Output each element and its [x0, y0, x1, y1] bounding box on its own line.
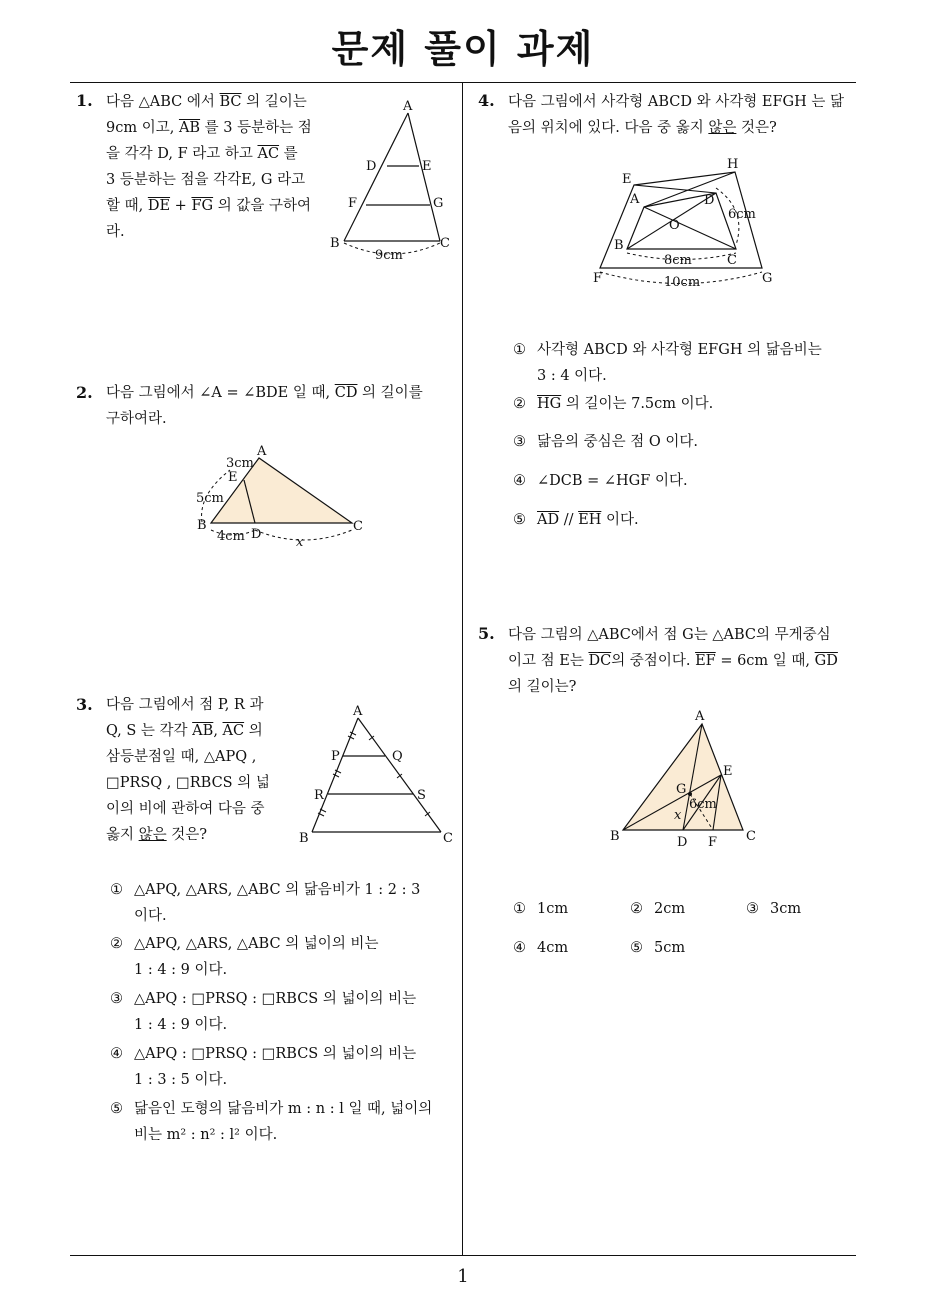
choice-mark: ②: [110, 936, 123, 952]
problem-4-text: [508, 89, 858, 141]
choice-text: 2cm: [654, 901, 686, 917]
problem-text-line: 9cm 이고, $\overline{AB}$ 를 3 등분하는 점: [106, 120, 312, 136]
p3-label-Q: Q: [392, 749, 403, 764]
choice-item[interactable]: [513, 935, 568, 961]
choice-line: [513, 429, 698, 455]
segment-overline: $\overline{AD}$: [537, 512, 560, 528]
choice-item[interactable]: [513, 337, 822, 389]
choice-item[interactable]: [513, 896, 568, 922]
choice-text: 1 : 4 : 9 이다.: [134, 1017, 228, 1033]
problem-1-text: [106, 89, 331, 245]
choice-mark: ⑤: [110, 1101, 123, 1117]
p4-label-F: F: [593, 271, 603, 286]
p3-label-A: A: [353, 704, 363, 719]
choice-item[interactable]: [110, 986, 416, 1038]
p2-label-B: B: [197, 518, 207, 533]
segment-overline: $\overline{EF}$: [695, 653, 716, 669]
choice-mark: ③: [110, 991, 123, 1007]
choice-text: 1 : 4 : 9 이다.: [134, 962, 228, 978]
choice-text: 3 : 4 이다.: [537, 368, 607, 384]
p2-measure-5cm: 5cm: [196, 491, 224, 506]
emphasis-underline: 않은: [138, 827, 167, 843]
segment-overline: $\overline{BC}$: [219, 94, 242, 110]
choice-item[interactable]: [110, 1096, 432, 1148]
segment-overline: $\overline{AB}$: [178, 120, 201, 136]
segment-overline: $\overline{AB}$: [192, 723, 214, 739]
segment-overline: $\overline{FG}$: [191, 198, 214, 214]
choice-line: [513, 468, 688, 494]
p4-label-C: C: [727, 253, 737, 268]
choice-line: [513, 935, 568, 961]
segment-overline: $\overline{DC}$: [588, 653, 612, 669]
choice-mark: ①: [110, 882, 123, 898]
p4-label-E: E: [622, 172, 632, 187]
choice-mark: ④: [110, 1046, 123, 1062]
problem-4-figure: [585, 150, 785, 295]
problem-text-line: 을 각각 D, F 라고 하고 $\overline{AC}$ 를: [106, 146, 298, 162]
problem-1-figure: [320, 95, 470, 265]
choice-text: 비는 m² : n² : l² 이다.: [134, 1127, 278, 1143]
p1-label-D: D: [366, 159, 377, 174]
choice-line: [110, 931, 378, 957]
problem-5-text: [508, 622, 858, 700]
choice-line: [513, 896, 568, 922]
p1-label-C: C: [440, 236, 450, 251]
page-title: 문제 풀이 과제: [331, 27, 595, 71]
top-rule: [70, 82, 856, 83]
choice-mark: ②: [630, 901, 643, 917]
choice-text: 4cm: [537, 940, 569, 956]
choice-line: [110, 957, 378, 983]
p1-label-G: G: [433, 196, 444, 211]
problem-text-line: 다음 그림에서 ∠A = ∠BDE 일 때, $\overline{CD}$ 의 길이를: [106, 385, 423, 401]
choice-text: 이다.: [134, 908, 167, 924]
choice-line: [513, 391, 713, 417]
choice-item[interactable]: [110, 1041, 416, 1093]
problem-text-line: 이고 점 E는 $\overline{DC}$의 중점이다. $\overline{EF} = 6cm$ 일 때, $\overline{GD}$: [508, 653, 838, 669]
p5-label-A: A: [695, 709, 705, 724]
choice-line: [513, 337, 822, 363]
problem-text-line: 이의 비에 관하여 다음 중: [106, 801, 265, 817]
p3-label-B: B: [299, 831, 309, 846]
bottom-rule: [70, 1255, 856, 1256]
problem-text-line: 3 등분하는 점을 각각E, G 라고: [106, 172, 306, 188]
p1-label-E: E: [422, 159, 432, 174]
p4-measure-6cm: 6cm: [728, 207, 756, 222]
choice-mark: ④: [513, 473, 526, 489]
segment-overline: $\overline{HG}$: [537, 396, 562, 412]
choice-mark: ⑤: [630, 940, 643, 956]
choice-item[interactable]: [110, 877, 420, 929]
p5-label-D: D: [677, 835, 688, 850]
p5-measure-6cm: 6cm: [689, 797, 717, 812]
choice-item[interactable]: [110, 931, 378, 983]
p2-measure-4cm: 4cm: [217, 529, 245, 544]
p5-label-G: G: [676, 782, 687, 797]
choice-line: [110, 1096, 432, 1122]
choice-line: [630, 935, 685, 961]
choice-mark: ①: [513, 901, 526, 917]
choice-item[interactable]: [513, 429, 698, 455]
problem-text-line: 다음 △ABC 에서 $\overline{BC}$ 의 길이는: [106, 94, 307, 110]
p4-measure-8cm: 8cm: [664, 253, 692, 268]
p4-label-H: H: [727, 157, 739, 172]
p1-label-F: F: [348, 196, 358, 211]
problem-1-number: 1.: [76, 91, 93, 110]
p4-label-B: B: [614, 238, 624, 253]
choice-text: 닮음인 도형의 닮음비가 m : n : l 일 때, 넓이의: [134, 1101, 433, 1117]
problem-text-line: 다음 그림에서 점 P, R 과: [106, 697, 264, 713]
problem-text-line: Q, S 는 각각 $\overline{AB}$, $\overline{AC}$ 의: [106, 723, 263, 739]
p4-label-D: D: [704, 193, 715, 208]
problem-text-line: 삼등분점일 때, △APQ ,: [106, 749, 257, 765]
choice-line: [110, 1012, 416, 1038]
choice-mark: ④: [513, 940, 526, 956]
segment-overline: $\overline{CD}$: [334, 385, 358, 401]
problem-text-line: 구하여라.: [106, 411, 167, 427]
choice-text: 3cm: [770, 901, 802, 917]
segment-overline: $\overline{AC}$: [222, 723, 245, 739]
choice-line: [110, 903, 420, 929]
problem-text-line: 다음 그림에서 사각형 ABCD 와 사각형 EFGH 는 닮: [508, 94, 844, 110]
choice-text: △APQ, △ARS, △ABC 의 넓이의 비는: [134, 936, 379, 952]
p5-measure-x: x: [674, 808, 682, 823]
choice-line: [110, 877, 420, 903]
choice-line: [110, 1122, 432, 1148]
p2-label-C: C: [353, 519, 363, 534]
choice-item[interactable]: [513, 468, 688, 494]
problem-2-figure: [190, 440, 380, 550]
p5-label-E: E: [723, 764, 733, 779]
choice-line: [630, 896, 685, 922]
page-number: 1: [457, 1266, 469, 1287]
choice-line: [110, 986, 416, 1012]
problem-3-number: 3.: [76, 695, 93, 714]
problem-3-text: [106, 692, 306, 848]
emphasis-underline: 않은: [708, 120, 737, 136]
problem-3-figure: [295, 700, 465, 850]
choice-line: [110, 1041, 416, 1067]
choice-text: 1 : 3 : 5 이다.: [134, 1072, 228, 1088]
choice-text: 5cm: [654, 940, 686, 956]
problem-text-line: 할 때, $\overline{DE} + \overline{FG}$ 의 값을 구하여: [106, 198, 311, 214]
p1-measure-bc: 9cm: [375, 248, 403, 263]
p5-label-B: B: [610, 829, 620, 844]
problem-text-line: 다음 그림의 △ABC에서 점 G는 △ABC의 무게중심: [508, 627, 831, 643]
choice-line: [746, 896, 801, 922]
segment-overline: $\overline{DE}$: [147, 198, 171, 214]
problem-5-figure: [600, 705, 780, 855]
choice-item[interactable]: [746, 896, 801, 922]
p2-label-D: D: [251, 527, 262, 542]
choice-item[interactable]: [630, 935, 685, 961]
choice-text: 사각형 ABCD 와 사각형 EFGH 의 닮음비는: [537, 342, 822, 358]
problem-2-number: 2.: [76, 383, 93, 402]
choice-mark: ③: [513, 434, 526, 450]
problem-2-text: [106, 380, 456, 432]
segment-overline: $\overline{AC}$: [257, 146, 280, 162]
problem-text-line: 라.: [106, 224, 125, 240]
choice-mark: ①: [513, 342, 526, 358]
p5-label-C: C: [746, 829, 756, 844]
choice-item[interactable]: [513, 507, 639, 533]
problem-5-number: 5.: [478, 624, 495, 643]
p4-label-A: A: [630, 192, 640, 207]
choice-text: ∠DCB = ∠HGF 이다.: [537, 473, 688, 489]
choice-line: [513, 363, 822, 389]
segment-overline: $\overline{GD}$: [814, 653, 838, 669]
p2-measure-3cm: 3cm: [226, 456, 254, 471]
p3-label-R: R: [314, 788, 324, 803]
choice-mark: ⑤: [513, 512, 526, 528]
choice-text: △APQ, △ARS, △ABC 의 닮음비가 1 : 2 : 3: [134, 882, 421, 898]
choice-text: $\overline{HG}$ 의 길이는 7.5cm 이다.: [537, 396, 714, 412]
choice-mark: ②: [513, 396, 526, 412]
choice-item[interactable]: [513, 391, 713, 417]
p4-label-O: O: [669, 218, 680, 233]
choice-mark: ③: [746, 901, 759, 917]
p2-label-E: E: [228, 470, 238, 485]
choice-line: [513, 507, 639, 533]
p2-measure-x: x: [296, 535, 304, 550]
problem-text-line: 음의 위치에 있다. 다음 중 옳지 않은 것은?: [508, 120, 777, 136]
p3-label-S: S: [417, 788, 426, 803]
choice-line: [110, 1067, 416, 1093]
p2-label-A: A: [257, 444, 267, 459]
problem-text-line: 의 길이는?: [508, 679, 577, 695]
problem-4-number: 4.: [478, 91, 495, 110]
p4-measure-10cm: 10cm: [664, 275, 701, 290]
p3-label-C: C: [443, 831, 453, 846]
choice-text: △APQ : □PRSQ : □RBCS 의 넓이의 비는: [134, 991, 417, 1007]
choice-text: △APQ : □PRSQ : □RBCS 의 넓이의 비는: [134, 1046, 417, 1062]
choice-text: 닮음의 중심은 점 O 이다.: [537, 434, 698, 450]
p5-label-F: F: [708, 835, 718, 850]
p1-label-A: A: [403, 99, 413, 114]
choice-text: $\overline{AD} // \overline{EH}$ 이다.: [537, 512, 639, 528]
p4-label-G: G: [762, 271, 773, 286]
problem-text-line: □PRSQ , □RBCS 의 넓: [106, 775, 270, 791]
segment-overline: $\overline{EH}$: [578, 512, 602, 528]
problem-text-line: 옳지 않은 것은?: [106, 827, 208, 843]
p1-label-B: B: [330, 236, 340, 251]
choice-item[interactable]: [630, 896, 685, 922]
p3-label-P: P: [331, 749, 340, 764]
choice-text: 1cm: [537, 901, 569, 917]
